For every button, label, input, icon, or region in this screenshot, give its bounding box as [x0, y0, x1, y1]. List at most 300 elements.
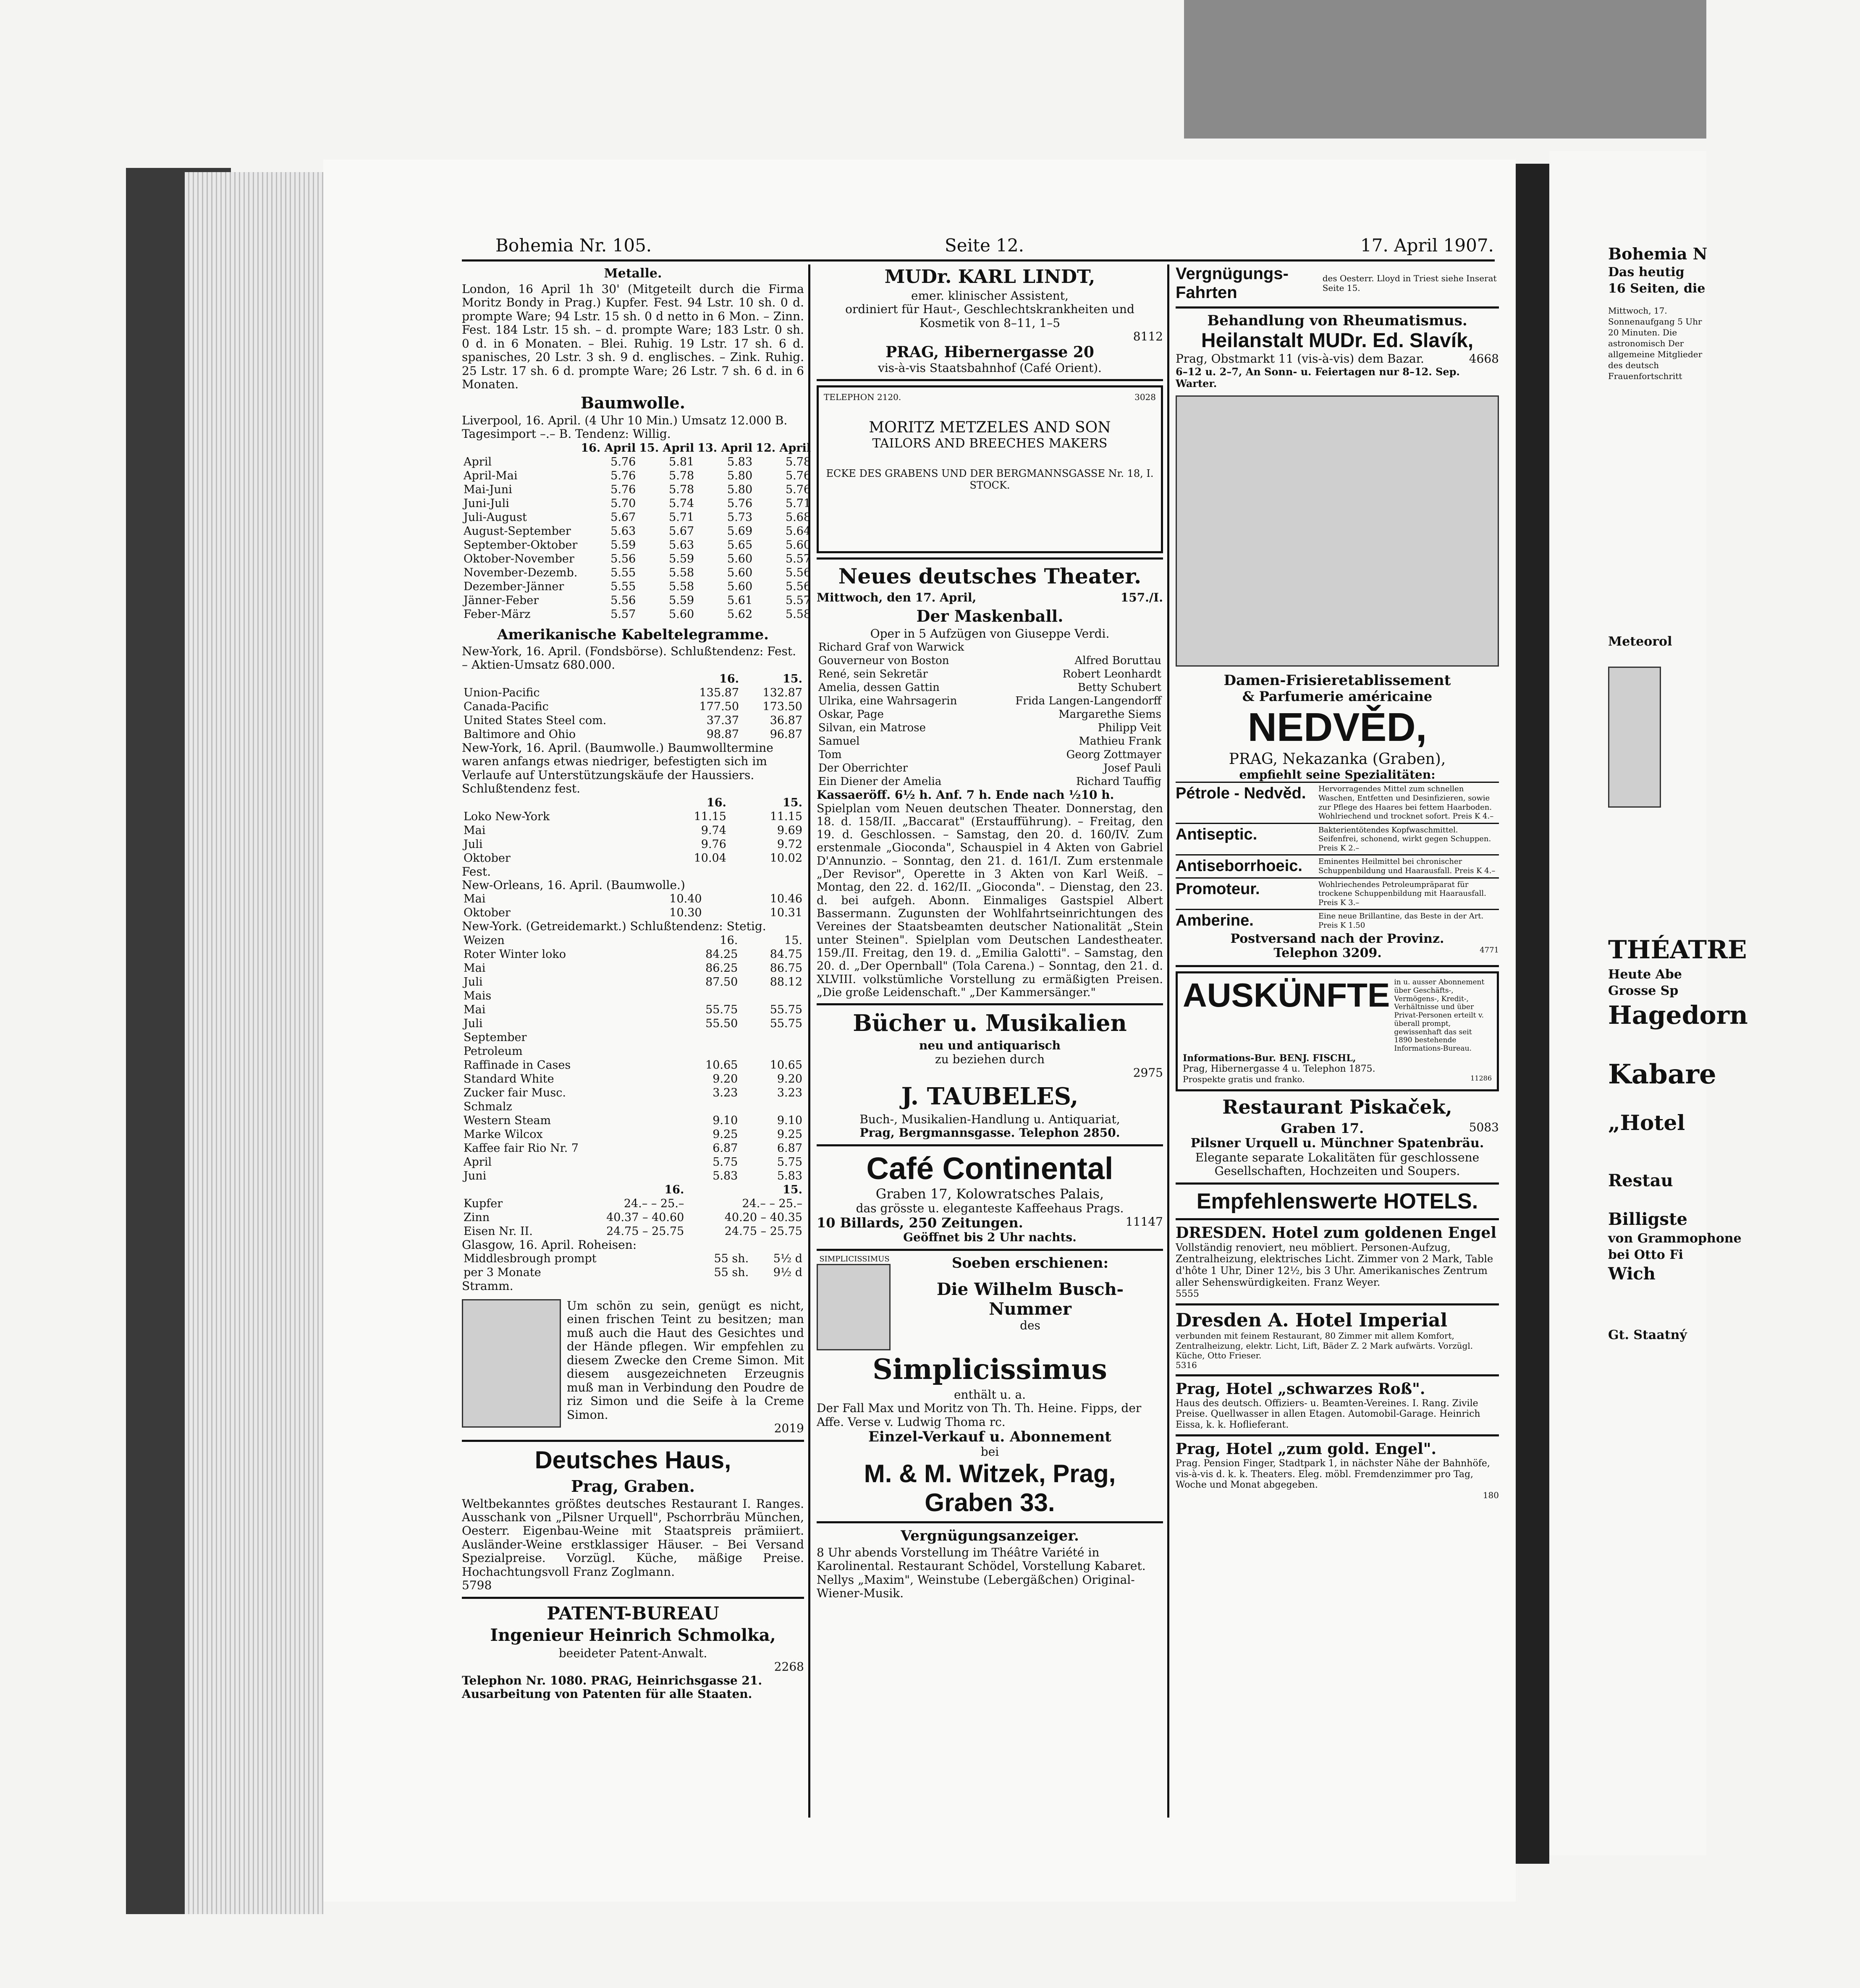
row-value: Josef Pauli: [1103, 762, 1161, 775]
nedved-line2: & Parfumerie américaine: [1242, 688, 1433, 704]
row-label: Juni: [464, 1169, 487, 1182]
metalle-text: London, 16 April 1h 30' (Mitgeteilt durch die Firma Moritz Bondy in Prag.) Kupfer. Fest. 94 Lstr. 10 sh. 0 d. prompte Ware; 94 Lstr. 15 sh. 0 d netto in 6 Mon. – Zinn. Fest. 184 Lstr. 15 sh. – d. prompte Ware; 183 Lstr. 0 sh. 0 d. in 6 Monaten. – Blei. Ruhig. 19 Lstr. 17 sh. 6 d. spanisches, 20 Lstr. 3 sh. 9 d. englisches. – Zink. Ruhig. 25 Lstr. 17 sh. 6 d. prompte Ware; 26 Lstr. 7 sh. 6 d. in 6 Monaten.: [462, 282, 804, 392]
table-row: [462, 810, 804, 824]
cafe-title: Café Continental: [866, 1151, 1113, 1186]
table-row: [462, 1197, 804, 1211]
row-label: Loko New-York: [464, 810, 550, 823]
piskacek-title: Restaurant Piskaček,: [1222, 1095, 1452, 1118]
table-row: [817, 694, 1163, 708]
table-row: [462, 1058, 804, 1072]
divider: [817, 557, 1163, 560]
row-label: Mai: [464, 892, 486, 906]
row-value: 5.71: [669, 510, 694, 524]
row-label: Amelia, dessen Gattin: [818, 681, 940, 694]
hotels-title: Empfehlenswerte HOTELS.: [1196, 1189, 1478, 1214]
next-hotel: „Hotel: [1608, 1110, 1685, 1135]
table-row: [462, 497, 812, 510]
row-value: 5.76: [786, 483, 811, 496]
metzeles-sub: TAILORS AND BREECHES MAKERS: [872, 436, 1108, 451]
table-row: [462, 1100, 804, 1114]
lindt-title: MUDr. KARL LINDT,: [884, 266, 1095, 288]
row-value: 6.87: [713, 1141, 738, 1155]
row-value: 5.58: [669, 580, 694, 593]
row-label: August-September: [464, 524, 571, 538]
taubeles-title: Bücher u. Musikalien: [853, 1010, 1127, 1037]
row-label: Eisen Nr. II.: [464, 1224, 533, 1238]
row-value: 55.75: [770, 1017, 802, 1030]
row-value: 9.20: [777, 1072, 802, 1086]
table-row: [817, 681, 1163, 694]
product-description: Hervorragendes Mittel zum schnellen Waschen, Entfetten und Desinfizieren, sowie zur Pflege des Haares bei fettem Haarboden. Wohlriechend und trocknet sofort. Preis K 4.–: [1318, 785, 1494, 821]
divider: [1176, 965, 1499, 967]
table-row: [462, 552, 812, 566]
row-value: 5.67: [610, 510, 636, 524]
column-2: [817, 264, 1163, 1818]
table-row: [462, 961, 804, 975]
row-value: 3.23: [777, 1086, 802, 1099]
simpl-line6: Einzel-Verkauf u. Abonnement: [868, 1428, 1111, 1445]
row-value: 5.56: [610, 594, 636, 607]
next-grammo: von Grammophone: [1608, 1231, 1742, 1246]
table-row: [462, 1072, 804, 1086]
row-label: Juli: [464, 975, 483, 989]
row-value: 86.25: [705, 961, 738, 975]
column-divider-2: [1167, 264, 1169, 1818]
table-header: 13. April: [697, 441, 753, 455]
row-label: Gouverneur von Boston: [818, 654, 949, 667]
theater-text: Spielplan vom Neuen deutschen Theater. Donnerstag, den 18. d. 158/II. „Baccarat" (Erstaufführung). – Freitag, den 19. d. Geschlossen. – Samstag, den 20. d. 160/IV. Zum erstenmale „Gioconda", Schauspiel in 4 Akten von Gabriel D'Annunzio. – Sonntag, den 21. d. 161/I. Zum erstenmale „Der Revisor", Operette in 3 Akten von Karl Weiß. – Montag, den 22. d. 162/II. „Gioconda". – Dienstag, den 23. d. bei aufgeh. Abonn. Einmaliges Gastspiel Albert Bassermann. Zugunsten der Wohlfahrtseinrichtungen des Vereines der Staatsbeamten deutscher Nationalität „Stein unter Steinen". Spielplan vom Deutschen Landestheater. 159./II. Freitag, den 19. d. „Emilia Galotti". – Samstag, den 20. d. „Der Opernball" (Tola Carena.) – Sonntag, den 21. d. XLVIII. volkstümliche Vorstellung zu ermäßigten Preisen. „Die große Leidenschaft." „Der Kammersänger.": [817, 802, 1163, 999]
table-header: 16. April: [581, 441, 636, 455]
product-row: [1176, 823, 1499, 855]
row-label: Canada-Pacific: [464, 700, 549, 713]
table-row: [462, 1127, 804, 1141]
lindt-line4: vis-à-vis Staatsbahnhof (Café Orient).: [878, 361, 1102, 375]
row-value: 5.80: [727, 483, 753, 496]
table-row: [462, 1266, 804, 1279]
row-value: 24.75 – 25.75: [724, 1224, 802, 1238]
simpl-line4: enthält u. a.: [954, 1387, 1026, 1402]
row-label: April: [464, 455, 492, 468]
patent-line2: Ausarbeitung von Patenten für alle Staaten.: [462, 1687, 752, 1701]
row-label: September-Oktober: [464, 538, 578, 552]
row-value: 5.67: [669, 524, 694, 538]
row-value: 10.04: [694, 851, 726, 865]
auskuenfte-line2: Prag, Hibernergasse 4 u. Telephon 1875.: [1183, 1064, 1375, 1075]
product-description: Bakterientötendes Kopfwaschmittel. Seifenfrei, schonend, wirkt gegen Schuppen. Preis K 2.–: [1318, 825, 1491, 853]
row-value: 24.– – 25.–: [623, 1197, 684, 1210]
row-label: Baltimore and Ohio: [464, 727, 576, 741]
row-value: 132.87: [762, 686, 802, 699]
nedved-line1: Damen-Frisieretablissement: [1223, 672, 1451, 689]
prag2-code: 180: [1483, 1490, 1499, 1500]
product-row: [1176, 909, 1499, 931]
table-row: [462, 1114, 804, 1127]
row-value: 86.75: [770, 961, 802, 975]
row-value: 5.60: [727, 552, 753, 565]
row-label: Union-Pacific: [464, 686, 540, 699]
row-value: 40.20 – 40.35: [724, 1211, 802, 1224]
deutsches-haus-subtitle: Prag, Graben.: [571, 1476, 695, 1496]
row-value: 24.75 – 25.75: [606, 1224, 684, 1238]
row-value: 9.69: [777, 824, 802, 837]
cafe-code: 11147: [1125, 1215, 1163, 1229]
product-name: Antiseptic.: [1176, 825, 1257, 843]
patent-sub: beeideter Patent-Anwalt.: [558, 1646, 707, 1660]
row-value: 5.75: [777, 1155, 802, 1169]
header-rule: [462, 259, 1495, 262]
simpl-line7: bei: [980, 1445, 999, 1459]
table-row: [462, 851, 804, 865]
row-label: Petroleum: [464, 1044, 523, 1058]
next-text: Mittwoch, 17. Sonnenaufgang 5 Uhr 20 Minuten. Die astronomisch Der allgemeine Mitglieder des deutsch Frauenfortschritt: [1608, 306, 1703, 382]
table-header: 15.: [783, 672, 802, 685]
header-date: 17. April 1907.: [1360, 235, 1494, 256]
row-label: Mai: [464, 1003, 486, 1016]
piskacek-code: 5083: [1469, 1120, 1499, 1134]
table-row: [462, 1031, 804, 1044]
table-row: [462, 1224, 804, 1238]
table-header: 16.: [706, 796, 726, 809]
cream-jar-illustration: [462, 1299, 561, 1428]
patent-code: 2268: [774, 1660, 804, 1674]
next-meteor: Meteorol: [1608, 634, 1672, 649]
row-label: Zucker fair Musc.: [464, 1086, 566, 1099]
row-value: 5.60: [786, 538, 811, 552]
row-value: 5.56: [786, 566, 811, 579]
nedved-addr: PRAG, Nekazanka (Graben),: [1229, 751, 1446, 768]
row-label: Oktober: [464, 906, 511, 920]
baumwolle-title: Baumwolle.: [581, 393, 685, 412]
theater-sub: Oper in 5 Aufzügen von Giuseppe Verdi.: [870, 626, 1110, 641]
vergn-text: 8 Uhr abends Vorstellung im Théâtre Variété in Karolinental. Restaurant Schödel, Vorstellung Kabaret. Nellys „Maxim", Weinstube (Lebergäßchen) Original-Wiener-Musik.: [817, 1545, 1146, 1601]
theater-title: Neues deutsches Theater.: [838, 564, 1142, 589]
lindt-code: 8112: [1133, 330, 1163, 344]
row-value: 5.78: [786, 455, 811, 468]
fahrten-ad: [1176, 264, 1499, 302]
next-heute: Heute Abe: [1608, 967, 1682, 982]
table-row: [462, 1017, 804, 1031]
row-value: 5.83: [713, 1169, 738, 1182]
row-label: November-Dezemb.: [464, 566, 578, 579]
row-value: 5.55: [610, 580, 636, 593]
theater-number: 157./I.: [1120, 591, 1163, 605]
row-value: 5.56: [786, 580, 811, 593]
row-value: 84.75: [770, 947, 802, 961]
prag1-title: Prag, Hotel „schwarzes Roß".: [1176, 1380, 1425, 1398]
row-value: 5.57: [786, 594, 811, 607]
row-label: Marke Wilcox: [464, 1127, 543, 1141]
row-value: [739, 989, 804, 1003]
table-row: [462, 686, 804, 700]
table-row: [817, 708, 1163, 721]
next-line2: 16 Seiten, die: [1608, 281, 1705, 296]
cotton-table: [462, 796, 804, 865]
row-value: Frida Langen-Langendorff: [1015, 695, 1161, 708]
simon-text: Um schön zu sein, genügt es nicht, einen frischen Teint zu besitzen; man muß auch die Haut des Gesichtes und der Hände pflegen. Wir empfehlen zu diesem Zwecke den Creme Simon. Mit diesem ausgezeichneten Erzeugnis muß man in Verbindung den Poudre de riz Simon und die Seife à la Creme Simon.: [567, 1298, 804, 1422]
row-value: [675, 1100, 740, 1114]
book-page-edges: [185, 172, 323, 1914]
metzeles-name: MORITZ METZELES AND SON: [869, 419, 1111, 437]
row-value: 5.73: [727, 510, 753, 524]
row-label: Weizen: [464, 934, 505, 947]
page-gutter: [1516, 164, 1549, 1864]
next-billig: Billigste: [1608, 1209, 1688, 1229]
table-row: [462, 727, 804, 741]
row-value: 5.76: [610, 455, 636, 468]
row-value: 5.60: [669, 607, 694, 621]
taubeles-code: 2975: [1133, 1066, 1163, 1080]
table-row: [462, 989, 804, 1003]
row-value: Alfred Boruttau: [1074, 654, 1161, 667]
cafe-line2: das grösste u. eleganteste Kaffeehaus Prags.: [856, 1201, 1124, 1215]
divider: [1176, 1434, 1499, 1436]
row-value: 5.75: [713, 1155, 738, 1169]
row-label: Oktober-November: [464, 552, 574, 565]
deutsches-haus-text: Weltbekanntes größtes deutsches Restaurant I. Ranges. Ausschank von „Pilsner Urquell", Pschorrbräu München, Oesterr. Eigenbau-Weine mit Staatspreis prämiiert. Ausländer-Weine erstklassiger Häuser. – Bei Versand Spezialpreise. Vorzügl. Küche, mäßige Preise. Hochachtungsvoll Franz Zoglmann.: [462, 1496, 804, 1579]
row-value: 10.30: [669, 906, 702, 920]
row-value: 5.58: [669, 566, 694, 579]
row-value: 5.59: [669, 552, 694, 565]
row-value: 88.12: [770, 975, 802, 989]
vergn-title: Vergnügungsanzeiger.: [901, 1527, 1079, 1544]
auskuenfte-code: 11286: [1470, 1074, 1492, 1082]
product-description: Wohlriechendes Petroleumpräparat für trockene Schuppenbildung mit Haarausfall. Preis K 3.–: [1318, 880, 1486, 907]
next-hagedorn: Hagedorn: [1608, 1001, 1748, 1031]
patent-line1: Telephon Nr. 1080. PRAG, Heinrichsgasse 21.: [462, 1673, 762, 1687]
next-header: Bohemia N: [1608, 244, 1708, 263]
bulldog-logo-illustration: [817, 1264, 891, 1350]
metal-table: [462, 1183, 804, 1238]
table-row: [462, 892, 804, 906]
row-label: Feber-März: [464, 607, 531, 621]
row-value: 6.87: [777, 1141, 802, 1155]
row-value: 5.58: [786, 607, 811, 621]
divider: [1176, 1182, 1499, 1185]
table-row: [462, 906, 804, 920]
prag2-title: Prag, Hotel „zum gold. Engel".: [1176, 1440, 1437, 1458]
row-value: Richard Tauffig: [1076, 775, 1161, 788]
baumwolle-header-row: [462, 441, 812, 455]
cafe-line1: Graben 17, Kolowratsches Palais,: [875, 1185, 1104, 1202]
table-row: [817, 667, 1163, 681]
nedved-phone: Telephon 3209.: [1273, 946, 1382, 961]
row-value: 10.02: [770, 851, 802, 865]
taubeles-line1: Buch-, Musikalien-Handlung u. Antiquariat,: [859, 1112, 1120, 1126]
row-label: per 3 Monate: [464, 1266, 541, 1279]
simpl-shop: M. & M. Witzek, Prag, Graben 33.: [864, 1459, 1116, 1517]
table-row: [462, 1086, 804, 1100]
row-value: 5.62: [727, 607, 753, 621]
row-value: 5.57: [610, 607, 636, 621]
row-value: 5.76: [786, 469, 811, 482]
row-label: Mai-Juni: [464, 483, 512, 496]
product-description: Eminentes Heilmittel bei chronischer Schuppenbildung und Haarausfall. Preis K 4.–: [1318, 857, 1496, 876]
column-3: [1176, 264, 1499, 1818]
auskuenfte-ad: [1176, 971, 1499, 1091]
slavik-line1: Behandlung von Rheumatismus.: [1207, 312, 1467, 329]
row-value: 9.74: [701, 824, 726, 837]
stocks-table: [462, 672, 804, 741]
row-value: 5.81: [669, 455, 694, 468]
row-value: 5.76: [610, 469, 636, 482]
row-value: 5.76: [610, 483, 636, 496]
row-label: United States Steel com.: [464, 714, 607, 727]
row-value: 9.25: [777, 1127, 802, 1141]
amerika-glasgow: Glasgow, 16. April. Roheisen:: [462, 1237, 637, 1252]
next-theatre: THÉATRE: [1608, 935, 1747, 965]
row-value: 5.59: [669, 594, 694, 607]
table-row: [817, 761, 1163, 775]
row-label: Der Oberrichter: [818, 762, 908, 775]
row-label: Oskar, Page: [818, 708, 884, 721]
row-value: 5.64: [786, 524, 811, 538]
row-value: 24.– – 25.–: [742, 1197, 802, 1210]
row-value: 9.72: [777, 837, 802, 851]
row-label: Juni-Juli: [464, 497, 509, 510]
row-value: 55.75: [705, 1003, 738, 1016]
metzeles-addr: ECKE DES GRABENS UND DER BERGMANNSGASSE Nr. 18, I. STOCK.: [826, 467, 1154, 491]
row-value: 5.65: [727, 538, 753, 552]
amerika-ny3: New-York. (Getreidemarkt.) Schlußtendenz: Stetig.: [462, 919, 766, 934]
patent-title: PATENT-BUREAU: [547, 1603, 719, 1624]
metzeles-code: 3028: [1134, 392, 1156, 403]
table-row: [462, 1141, 804, 1155]
amerika-stramm: Stramm.: [462, 1279, 513, 1293]
theater-play: Der Maskenball.: [916, 606, 1064, 625]
amerika-orleans: New-Orleans, 16. April. (Baumwolle.): [462, 878, 685, 892]
table-row: [462, 1252, 804, 1266]
row-value: 5.61: [727, 594, 753, 607]
table-row: [817, 721, 1163, 735]
row-label: April-Mai: [464, 469, 518, 482]
row-value: 5.60: [727, 566, 753, 579]
next-staatny: Gt. Staatný: [1608, 1327, 1687, 1342]
simpl-line5: Der Fall Max und Moritz von Th. Th. Heine. Fipps, der Affe. Verse v. Ludwig Thoma rc.: [817, 1401, 1142, 1429]
table-row: [817, 775, 1163, 788]
row-label: Raffinade in Cases: [464, 1058, 571, 1072]
table-header: 15.: [783, 796, 802, 809]
row-value: 5.78: [669, 483, 694, 496]
header-paper-name: Bohemia Nr. 105.: [495, 235, 652, 256]
row-value: 5.55: [610, 566, 636, 579]
auskuenfte-title: AUSKÜNFTE: [1183, 976, 1390, 1014]
simpl-line3: des: [1020, 1318, 1040, 1332]
table-row: [462, 469, 812, 483]
row-value: 3.23: [713, 1086, 738, 1099]
cafe-line3: 10 Billards, 250 Zeitungen.: [817, 1215, 1023, 1231]
next-line1: Das heutig: [1608, 265, 1684, 280]
row-label: Silvan, ein Matrose: [818, 722, 926, 735]
row-value: 37.37: [706, 714, 739, 727]
table-row: [462, 934, 804, 947]
lindt-line3: PRAG, Hibernergasse 20: [885, 343, 1094, 361]
row-value: 55.50: [705, 1017, 738, 1030]
deutsches-haus-code: 5798: [462, 1578, 492, 1593]
row-value: 36.87: [770, 714, 802, 727]
row-label: April: [464, 1155, 492, 1169]
table-row: [462, 1211, 804, 1224]
simon-ad: [462, 1299, 804, 1436]
table-row: [462, 1155, 804, 1169]
row-label: Standard White: [464, 1072, 554, 1086]
table-row: [462, 1169, 804, 1183]
simplicissimus-logo-text: SIMPLICISSIMUS: [819, 1254, 890, 1263]
row-label: René, sein Sekretär: [818, 668, 928, 681]
row-value: 5.83: [727, 455, 753, 468]
row-value: 11.15: [694, 810, 726, 823]
table-header: 12. April: [756, 441, 811, 455]
row-value: 5.74: [669, 497, 694, 510]
row-value: 9.20: [713, 1072, 738, 1086]
row-value: Robert Leonhardt: [1062, 668, 1161, 681]
row-label: Jänner-Feber: [464, 594, 539, 607]
piskacek-line1: Graben 17.: [1281, 1120, 1364, 1136]
nedved-title: NEDVĚD,: [1247, 705, 1427, 750]
table-row: [462, 607, 812, 621]
amerika-ny2: New-York, 16. April. (Baumwolle.) Baumwolltermine waren anfangs etwas niedriger, befestigten sich im Verlaufe auf Unterstützungskäufe der Haussiers. Schlußtendenz fest.: [462, 740, 773, 796]
product-name: Antiseborrhoeic.: [1176, 857, 1302, 875]
slavik-code: 4668: [1469, 352, 1499, 366]
fahrten-note: des Oesterr. Lloyd in Triest siehe Inserat Seite 15.: [1322, 273, 1497, 293]
row-value: 5.63: [669, 538, 694, 552]
next-grosse: Grosse Sp: [1608, 984, 1679, 999]
dresden1-title: DRESDEN. Hotel zum goldenen Engel: [1176, 1224, 1496, 1242]
row-value: 9.10: [713, 1114, 738, 1127]
prag1-text: Haus des deutsch. Offiziers- u. Beamten-Vereines. I. Rang. Zivile Preise. Quellwasser in allen Etagen. Automobil-Garage. Heinrich Eissa, k. k. Hoflieferant.: [1176, 1398, 1480, 1430]
row-value: 5½ d: [773, 1252, 802, 1266]
divider: [1176, 306, 1499, 309]
row-value: 98.87: [706, 727, 739, 741]
table-row: [462, 700, 804, 714]
table-row: [462, 975, 804, 989]
table-row: [462, 483, 812, 497]
table-row: [462, 824, 804, 837]
row-label: Tom: [818, 748, 842, 761]
row-value: 177.50: [699, 700, 739, 713]
row-value: [739, 1044, 804, 1058]
row-value: [739, 1031, 804, 1044]
orleans-table: [462, 892, 804, 920]
row-value: [739, 1100, 804, 1114]
slavik-line3: 6–12 u. 2–7, An Sonn- u. Feiertagen nur 8–12. Sep. Warter.: [1176, 365, 1460, 390]
dresden2-code: 5316: [1176, 1360, 1197, 1370]
simpl-line2: Die Wilhelm Busch-Nummer: [936, 1279, 1124, 1319]
row-value: 5.76: [727, 497, 753, 510]
column-1: [462, 264, 811, 1818]
row-value: 5.71: [786, 497, 811, 510]
row-label: September: [464, 1031, 527, 1044]
row-value: 5.70: [610, 497, 636, 510]
table-header: 16.: [719, 672, 739, 685]
row-value: 87.50: [705, 975, 738, 989]
header-page-number: Seite 12.: [945, 235, 1024, 256]
row-value: 5.68: [786, 510, 811, 524]
row-value: 5.83: [777, 1169, 802, 1182]
row-value: 5.57: [786, 552, 811, 565]
amerika-ny1: New-York, 16. April. (Fondsbörse). Schlußtendenz: Fest. – Aktien-Umsatz 680.000.: [462, 644, 796, 672]
dresden2-text: verbunden mit feinem Restaurant, 80 Zimmer mit allem Komfort, Zentralheizung, elektr. Licht, Lift, Bäder Z. 2 Mark aufwärts. Vorzügl. Küche, Otto Frieser.: [1176, 1331, 1473, 1360]
row-label: Kupfer: [464, 1197, 503, 1210]
table-row: [462, 947, 804, 961]
divider: [462, 1440, 804, 1442]
divider: [817, 379, 1163, 381]
row-value: [675, 1044, 740, 1058]
nedved-post: Postversand nach der Provinz.: [1230, 931, 1444, 946]
product-row: [1176, 877, 1499, 909]
baumwolle-table: [462, 441, 812, 621]
row-value: 5.60: [727, 580, 753, 593]
row-value: Betty Schubert: [1077, 681, 1161, 694]
